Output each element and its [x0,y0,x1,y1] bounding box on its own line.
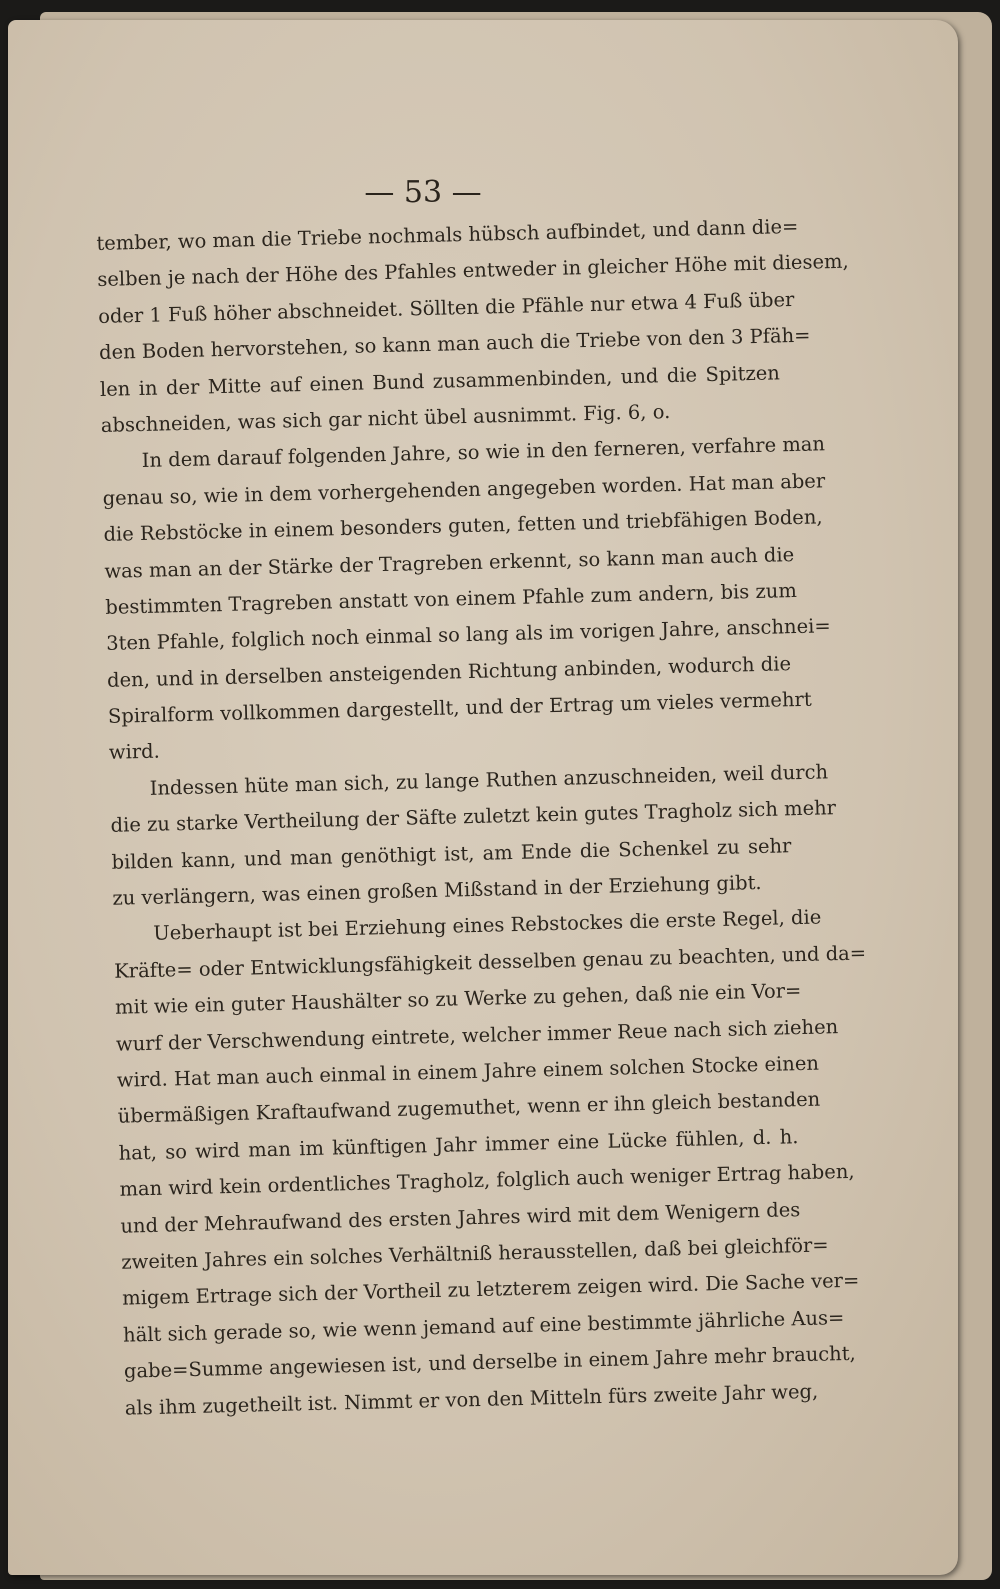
text-line: Kräfte= oder Entwicklungsfähigkeit desselben genau zu beachten, und da= [113,941,867,983]
text-line: den Boden hervorstehen, so kann man auch die Triebe von den 3 Pfäh= [98,323,811,365]
text-line: wird. [108,740,161,765]
text-line: oder 1 Fuß höher abschneidet. Söllten die Pfähle nur etwa 4 Fuß über [97,287,795,328]
text-line: man wird kein ordentliches Tragholz, folglich auch weniger Ertrag haben, [119,1159,855,1201]
text-line: wurf der Verschwendung eintrete, welcher immer Reue nach sich ziehen [115,1014,839,1056]
text-line: hält sich gerade so, wie wenn jemand auf eine bestimmte jährliche Aus= [122,1305,845,1347]
text-line: migem Ertrage sich der Vortheil zu letzterem zeigen wird. Die Sache ver= [121,1268,860,1311]
text-line: als ihm zugetheilt ist. Nimmt er von den Mitteln fürs zweite Jahr weg, [124,1379,819,1420]
text-line: übermäßigen Kraftaufwand zugemuthet, wenn er ihn gleich bestanden [117,1087,821,1129]
text-line: zu verlängern, was einen großen Mißstand in der Erziehung gibt. [112,870,762,910]
text-line: len in der Mitte auf einen Bund zusammenbinden, und die Spitzen [99,360,781,401]
text-line: Indessen hüte man sich, zu lange Ruthen anzuschneiden, weil durch [149,760,829,800]
text-line: 3ten Pfahle, folglich noch einmal so lang als im vorigen Jahre, anschnei= [105,614,831,656]
text-line: mit wie ein guter Haushälter so zu Werke zu gehen, daß nie ein Vor= [114,979,802,1019]
text-line: und der Mehraufwand des ersten Jahres wird mit dem Wenigern des [120,1197,801,1238]
text-line: Spiralform vollkommen dargestellt, und der Ertrag um vieles vermehrt [107,687,812,728]
body-text [96,209,867,1426]
text-line: wird. Hat man auch einmal in einem Jahre einem solchen Stocke einen [116,1051,820,1092]
text-line: tember, wo man die Triebe nochmals hübsch aufbindet, und dann die= [96,214,799,255]
text-line: selben je nach der Höhe des Pfahles entweder in gleicher Höhe mit diesem, [97,250,849,292]
text-line: den, und in derselben ansteigenden Richtung anbinden, wodurch die [106,651,792,692]
text-line: was man an der Stärke der Tragreben erkennt, so kann man auch die [104,542,795,583]
text-line: hat, so wird man im künftigen Jahr immer eine Lücke fühlen, d. h. [118,1124,799,1165]
text-line: die Rebstöcke in einem besonders guten, fetten und triebfähigen Boden, [103,505,823,547]
text-line: In dem darauf folgenden Jahre, so wie in den ferneren, verfahre man [141,432,826,473]
text-line: genau so, wie in dem vorhergehenden angegeben worden. Hat man aber [102,468,826,510]
book-page [8,20,958,1575]
text-line: bestimmten Tragreben anstatt von einem Pfahle zum andern, bis zum [105,578,798,619]
text-line: abschneiden, was sich gar nicht übel ausnimmt. Fig. 6, o. [100,399,671,437]
page-number: — 53 — [364,175,482,210]
text-line: die zu starke Vertheilung der Säfte zuletzt kein gutes Tragholz sich mehr [110,796,837,838]
text-line: zweiten Jahres ein solches Verhältniß herausstellen, daß bei gleichför= [121,1233,829,1274]
text-line: bilden kann, und man genöthigt ist, am Ende die Schenkel zu sehr [111,833,792,874]
text-line: gabe=Summe angewiesen ist, und derselbe in einem Jahre mehr braucht, [123,1341,857,1383]
text-line: Ueberhaupt ist bei Erziehung eines Rebstockes die erste Regel, die [153,905,822,946]
